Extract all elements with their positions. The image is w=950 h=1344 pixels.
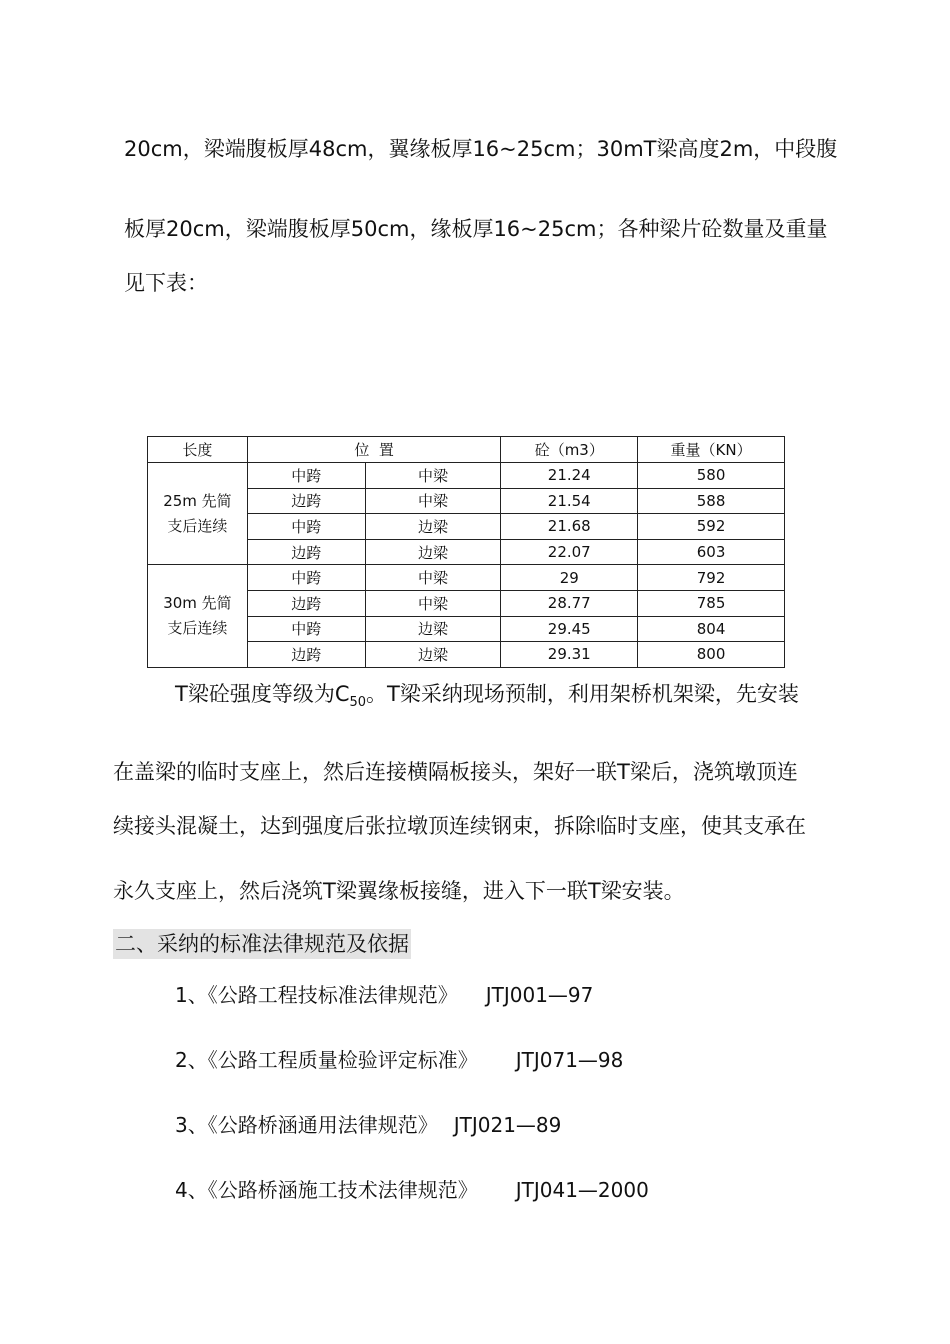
intro-line-2: 板厚20cm，梁端腹板厚50cm，缘板厚16~25cm；各种梁片砼数量及重量 [124, 217, 828, 241]
beam-cell: 边梁 [365, 514, 501, 540]
weight-cell: 785 [638, 590, 785, 616]
table-row [148, 565, 785, 591]
span-cell: 边跨 [247, 488, 365, 514]
concrete-cell: 29.31 [501, 642, 638, 668]
beam-cell: 中梁 [365, 463, 501, 489]
group-label: 30m 先简 支后连续 [148, 565, 248, 667]
concrete-cell: 21.24 [501, 463, 638, 489]
weight-cell: 804 [638, 616, 785, 642]
span-cell: 边跨 [247, 642, 365, 668]
span-cell: 边跨 [247, 539, 365, 565]
weight-cell: 588 [638, 488, 785, 514]
beam-cell: 中梁 [365, 488, 501, 514]
beam-cell: 边梁 [365, 642, 501, 668]
list-item: 4、《公路桥涵施工技术法律规范》 JTJ041—2000 [175, 1178, 649, 1202]
concrete-cell: 21.68 [501, 514, 638, 540]
beam-cell: 边梁 [365, 539, 501, 565]
beam-cell: 边梁 [365, 616, 501, 642]
list-item: 3、《公路桥涵通用法律规范》 JTJ021—89 [175, 1113, 562, 1137]
concrete-cell: 28.77 [501, 590, 638, 616]
strength-line-2: 在盖梁的临时支座上，然后连接横隔板接头，架好一联T梁后，浇筑墩顶连 [113, 760, 798, 784]
span-cell: 中跨 [247, 616, 365, 642]
header-concrete: 砼（m3） [501, 437, 638, 463]
strength-line-1: T梁砼强度等级为$C_{50}$。T梁采纳现场预制，利用架桥机架梁，先安装 [175, 682, 799, 711]
concrete-cell: 22.07 [501, 539, 638, 565]
header-weight: 重量（KN） [638, 437, 785, 463]
table-header-row [148, 437, 785, 463]
concrete-cell: 21.54 [501, 488, 638, 514]
span-cell: 边跨 [247, 590, 365, 616]
concrete-cell: 29.45 [501, 616, 638, 642]
intro-line-3: 见下表： [124, 271, 208, 295]
intro-line-1: 20cm，梁端腹板厚48cm，翼缘板厚16~25cm；30mT梁高度2m，中段腹 [124, 137, 838, 161]
group-label: 25m 先简 支后连续 [148, 463, 248, 565]
list-item: 2、《公路工程质量检验评定标准》 JTJ071—98 [175, 1048, 624, 1072]
weight-cell: 603 [638, 539, 785, 565]
header-position: 位 置 [247, 437, 501, 463]
section-heading: 二、采纳的标准法律规范及依据 [113, 929, 411, 959]
weight-cell: 800 [638, 642, 785, 668]
weight-cell: 792 [638, 565, 785, 591]
beam-cell: 中梁 [365, 565, 501, 591]
weight-cell: 580 [638, 463, 785, 489]
span-cell: 中跨 [247, 463, 365, 489]
header-length: 长度 [148, 437, 248, 463]
span-cell: 中跨 [247, 514, 365, 540]
list-item: 1、《公路工程技标准法律规范》 JTJ001—97 [175, 983, 594, 1007]
beam-quantity-table [147, 436, 785, 668]
weight-cell: 592 [638, 514, 785, 540]
strength-line-4: 永久支座上，然后浇筑T梁翼缘板接缝，进入下一联T梁安装。 [113, 879, 685, 903]
concrete-cell: 29 [501, 565, 638, 591]
table-row [148, 463, 785, 489]
beam-cell: 中梁 [365, 590, 501, 616]
strength-line-3: 续接头混凝土，达到强度后张拉墩顶连续钢束，拆除临时支座，使其支承在 [113, 814, 806, 838]
span-cell: 中跨 [247, 565, 365, 591]
